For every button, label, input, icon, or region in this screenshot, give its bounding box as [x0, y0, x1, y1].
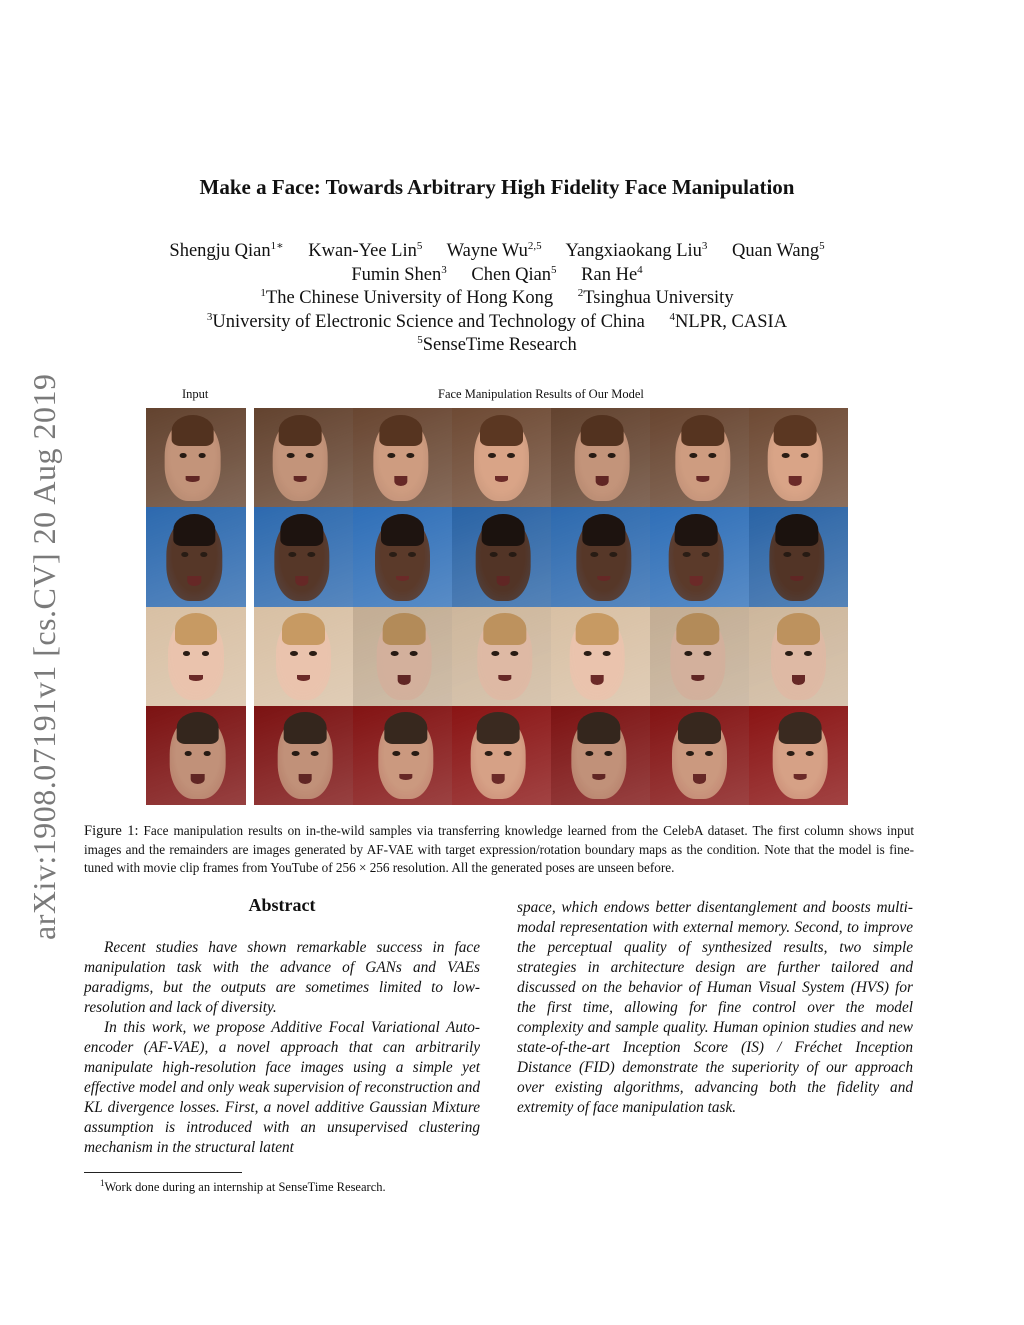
- author-name: Fumin Shen: [351, 264, 442, 285]
- face-image: [452, 706, 551, 805]
- footnote: $^1$Work done during an internship at SenseTime Research.: [100, 1178, 386, 1194]
- face-image: [254, 408, 353, 507]
- abstract-paragraph: space, which endows better disentanglement and boosts multi-modal representation with external memory. Second, to improve the perceptual quality of synthesized results, two simple strategies in architecture design are further tailored and discussed on the behavior of Human Visual System (HVS) for the first time, allowing for fine control over the model complexity and sample quality. Human opinion studies and new state-of-the-art Inception Score (IS) / Fréchet Inception Distance (FID) demonstrate the superiority of our approach over existing algorithms, advancing both the fidelity and extremity of face manipulation task.: [517, 899, 913, 1116]
- author-name: Shengju Qian: [169, 241, 271, 261]
- face-image: [749, 607, 848, 706]
- face-image: [146, 607, 246, 706]
- face-image: [146, 408, 246, 507]
- face-image: [650, 408, 749, 507]
- face-image: [452, 507, 551, 606]
- footnote-rule: [84, 1172, 242, 1173]
- face-image: [551, 706, 650, 805]
- face-image: [551, 607, 650, 706]
- face-image: [254, 706, 353, 805]
- abstract-left-column: [84, 938, 480, 1158]
- figure-input-column: [146, 408, 246, 805]
- affiliation-line-3: $^5$SenseTime Research: [417, 334, 577, 355]
- author-name: Ran He: [581, 264, 638, 285]
- figure-caption-text: Face manipulation results on in-the-wild samples via transferring knowledge learned from the CelebA dataset. The first column shows input images and the remainders are images generated by AF-VAE with target expression/rotation boundary maps as the condition. Note that the model is fine-tuned with movie clip frames from YouTube of 256 × 256 resolution. All the generated poses are unseen before.: [84, 823, 914, 875]
- abstract-paragraph: In this work, we propose Additive Focal Variational Auto-encoder (AF-VAE), a novel approach that can arbitrarily manipulate high-resolution face images using a simple yet effective model and only weak supervision of reconstruction and KL divergence losses. First, a novel additive Gaussian Mixture assumption is introduced with an unsupervised clustering mechanism in the structural latent: [84, 1019, 480, 1156]
- face-image: [650, 607, 749, 706]
- face-image: [146, 507, 246, 606]
- face-image: [353, 607, 452, 706]
- face-image: [146, 706, 246, 805]
- face-image: [353, 706, 452, 805]
- figure-caption: [84, 822, 914, 878]
- paper-title: Make a Face: Towards Arbitrary High Fidelity Face Manipulation: [199, 175, 795, 199]
- affiliation: University of Electronic Science and Technology of China: [212, 311, 645, 332]
- author-name: Quan Wang: [732, 241, 820, 261]
- author-name: Yangxiaokang Liu: [565, 241, 702, 261]
- affiliation-line-2: $^3$University of Electronic Science and Technology of China $^4$NLPR, CASIA: [206, 310, 788, 332]
- affiliation: NLPR, CASIA: [675, 311, 788, 332]
- affiliation: The Chinese University of Hong Kong: [265, 288, 554, 308]
- author-name: Kwan-Yee Lin: [308, 241, 417, 261]
- author-name: Chen Qian: [471, 264, 552, 285]
- figure-results-label: Face Manipulation Results of Our Model: [438, 387, 644, 401]
- author-block: [0, 240, 994, 358]
- face-image: [254, 607, 353, 706]
- face-image: [551, 507, 650, 606]
- face-image: [749, 507, 848, 606]
- face-image: [551, 408, 650, 507]
- affiliation: Tsinghua University: [583, 288, 734, 308]
- affiliation-line-1: $^1$The Chinese University of Hong Kong $^2$Tsinghua University: [260, 287, 734, 308]
- figure-results-grid: [254, 408, 848, 805]
- face-image: [650, 706, 749, 805]
- author-name: Wayne Wu: [446, 241, 528, 261]
- abstract-right-column: [517, 898, 913, 1118]
- face-image: [353, 507, 452, 606]
- arxiv-identifier: arXiv:1908.07191v1 [cs.CV] 20 Aug 2019: [26, 373, 62, 940]
- face-image: [452, 607, 551, 706]
- author-line-1: Shengju Qian$^{1∗}$ Kwan-Yee Lin$^5$ Wayne Wu$^{2,5}$ Yangxiaokang Liu$^3$ Quan Wang$^5$: [169, 240, 825, 261]
- abstract-heading: Abstract: [248, 895, 316, 915]
- author-line-2: Fumin Shen$^3$ Chen Qian$^5$ Ran He$^4$: [351, 263, 643, 285]
- figure-input-label: Input: [182, 387, 209, 401]
- figure-caption-label: Figure 1:: [84, 823, 139, 839]
- abstract-paragraph: Recent studies have shown remarkable success in face manipulation task with the advance of GANs and VAEs paradigms, but the outputs are sometimes limited to low-resolution and lack of diversity.: [84, 939, 480, 1016]
- face-image: [749, 706, 848, 805]
- face-image: [650, 507, 749, 606]
- face-image: [749, 408, 848, 507]
- affiliation: SenseTime Research: [422, 335, 577, 355]
- face-image: [452, 408, 551, 507]
- footnote-text: Work done during an internship at SenseTime Research.: [104, 1180, 386, 1194]
- face-image: [353, 408, 452, 507]
- face-image: [254, 507, 353, 606]
